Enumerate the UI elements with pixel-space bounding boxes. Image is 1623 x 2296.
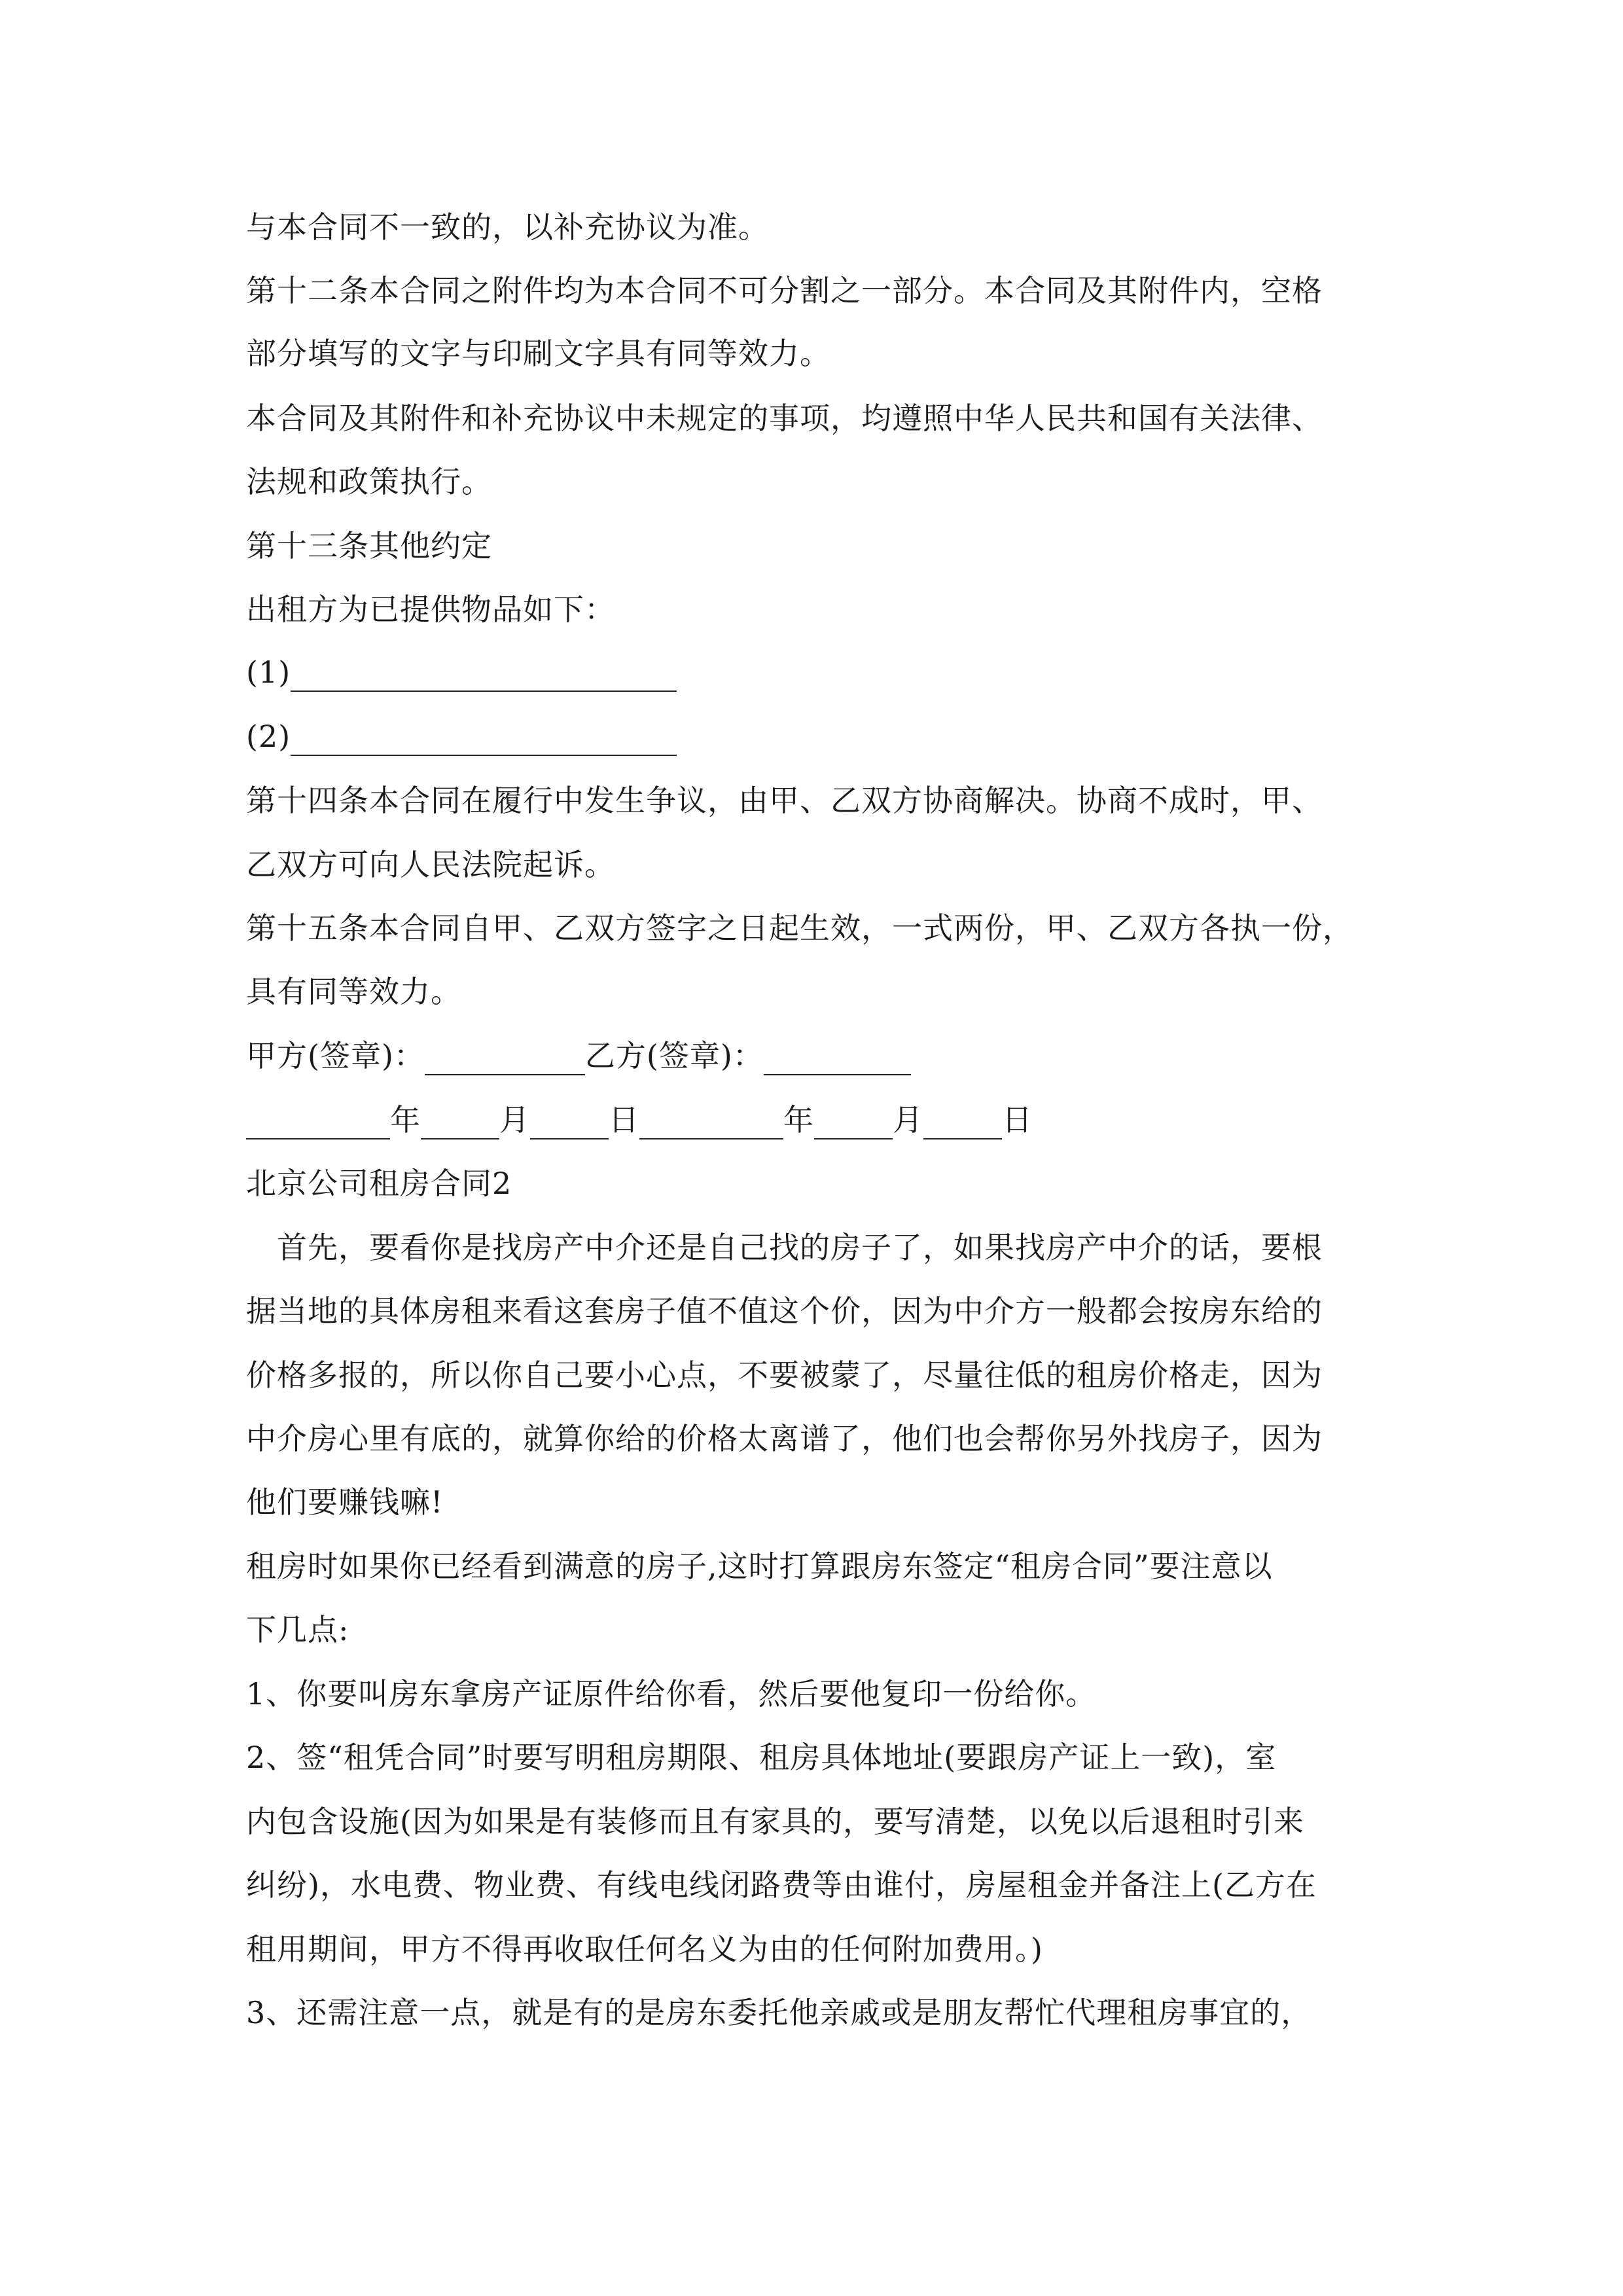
date-line	[246, 1100, 1033, 1139]
item-2-line	[246, 717, 677, 756]
party-a-month-blank	[421, 1105, 499, 1139]
party-b-signature-label: 乙方(签章)：	[584, 1038, 764, 1073]
signature-line	[246, 1036, 911, 1075]
text-line: 本合同及其附件和补充协议中未规定的事项，均遵照中华人民共和国有关法律、	[246, 401, 1323, 436]
item-1-blank	[291, 658, 677, 692]
party-b-day-blank	[923, 1105, 1002, 1139]
paragraph-2-line-1: 租房时如果你已经看到满意的房子,这时打算跟房东签定“租房合同”要注意以	[246, 1549, 1273, 1584]
paragraph-1-line-5: 他们要赚钱嘛!	[246, 1484, 444, 1520]
point-2-line-2: 内包含设施(因为如果是有装修而且有家具的，要写清楚，以免以后退租时引来	[246, 1804, 1304, 1839]
clause-12-line-1: 第十二条本合同之附件均为本合同不可分割之一部分。本合同及其附件内，空格	[246, 273, 1323, 308]
month-label: 月	[499, 1102, 530, 1138]
item-1-label: (1)	[246, 655, 291, 690]
year-label: 年	[783, 1102, 814, 1138]
clause-14-line-1: 第十四条本合同在履行中发生争议，由甲、乙双方协商解决。协商不成时，甲、	[246, 783, 1323, 818]
point-1: 1、你要叫房东拿房产证原件给你看，然后要他复印一份给你。	[246, 1676, 1097, 1712]
item-1-line	[246, 653, 677, 692]
paragraph-1-line-4: 中介房心里有底的，就算你给的价格太离谱了，他们也会帮你另外找房子，因为	[246, 1421, 1323, 1456]
day-label: 日	[1002, 1102, 1033, 1138]
clause-12-line-2: 部分填写的文字与印刷文字具有同等效力。	[246, 336, 830, 371]
text-line: 出租方为已提供物品如下：	[246, 592, 615, 627]
year-label: 年	[390, 1102, 421, 1138]
text-line: 与本合同不一致的，以补充协议为准。	[246, 209, 769, 245]
party-a-signature-label: 甲方(签章)：	[246, 1038, 425, 1073]
item-2-blank	[291, 722, 677, 756]
paragraph-1-line-1: 首先，要看你是找房产中介还是自己找的房子了，如果找房产中介的话，要根	[277, 1230, 1323, 1265]
point-3-line-1: 3、还需注意一点，就是有的是房东委托他亲戚或是朋友帮忙代理租房事宜的，	[246, 1995, 1312, 2030]
clause-14-line-2: 乙双方可向人民法院起诉。	[246, 847, 615, 882]
point-2-line-3: 纠纷)，水电费、物业费、有线电线闭路费等由谁付，房屋租金并备注上(乙方在	[246, 1867, 1317, 1903]
clause-15-line-2: 具有同等效力。	[246, 974, 461, 1009]
section-title: 北京公司租房合同2	[246, 1166, 512, 1201]
paragraph-1-line-2: 据当地的具体房租来看这套房子值不值这个价，因为中介方一般都会按房东给的	[246, 1293, 1323, 1329]
paragraph-1-line-3: 价格多报的，所以你自己要小心点，不要被蒙了，尽量往低的租房价格走，因为	[246, 1357, 1323, 1393]
party-b-signature-blank	[764, 1041, 911, 1075]
item-2-label: (2)	[246, 719, 291, 754]
day-label: 日	[609, 1102, 639, 1138]
point-2-line-4: 租用期间，甲方不得再收取任何名义为由的任何附加费用。)	[246, 1931, 1043, 1967]
party-a-day-blank	[530, 1105, 609, 1139]
month-label: 月	[893, 1102, 923, 1138]
party-b-month-blank	[814, 1105, 893, 1139]
paragraph-2-line-2: 下几点:	[246, 1612, 349, 1647]
party-a-year-blank	[246, 1105, 390, 1139]
point-2-line-1: 2、签“租凭合同”时要写明租房期限、租房具体地址(要跟房产证上一致)，室	[246, 1740, 1277, 1775]
clause-15-line-1: 第十五条本合同自甲、乙双方签字之日起生效，一式两份，甲、乙双方各执一份，	[246, 910, 1353, 946]
clause-13-heading: 第十三条其他约定	[246, 528, 492, 564]
party-a-signature-blank	[425, 1041, 585, 1075]
text-line: 法规和政策执行。	[246, 464, 492, 499]
party-b-year-blank	[639, 1105, 783, 1139]
